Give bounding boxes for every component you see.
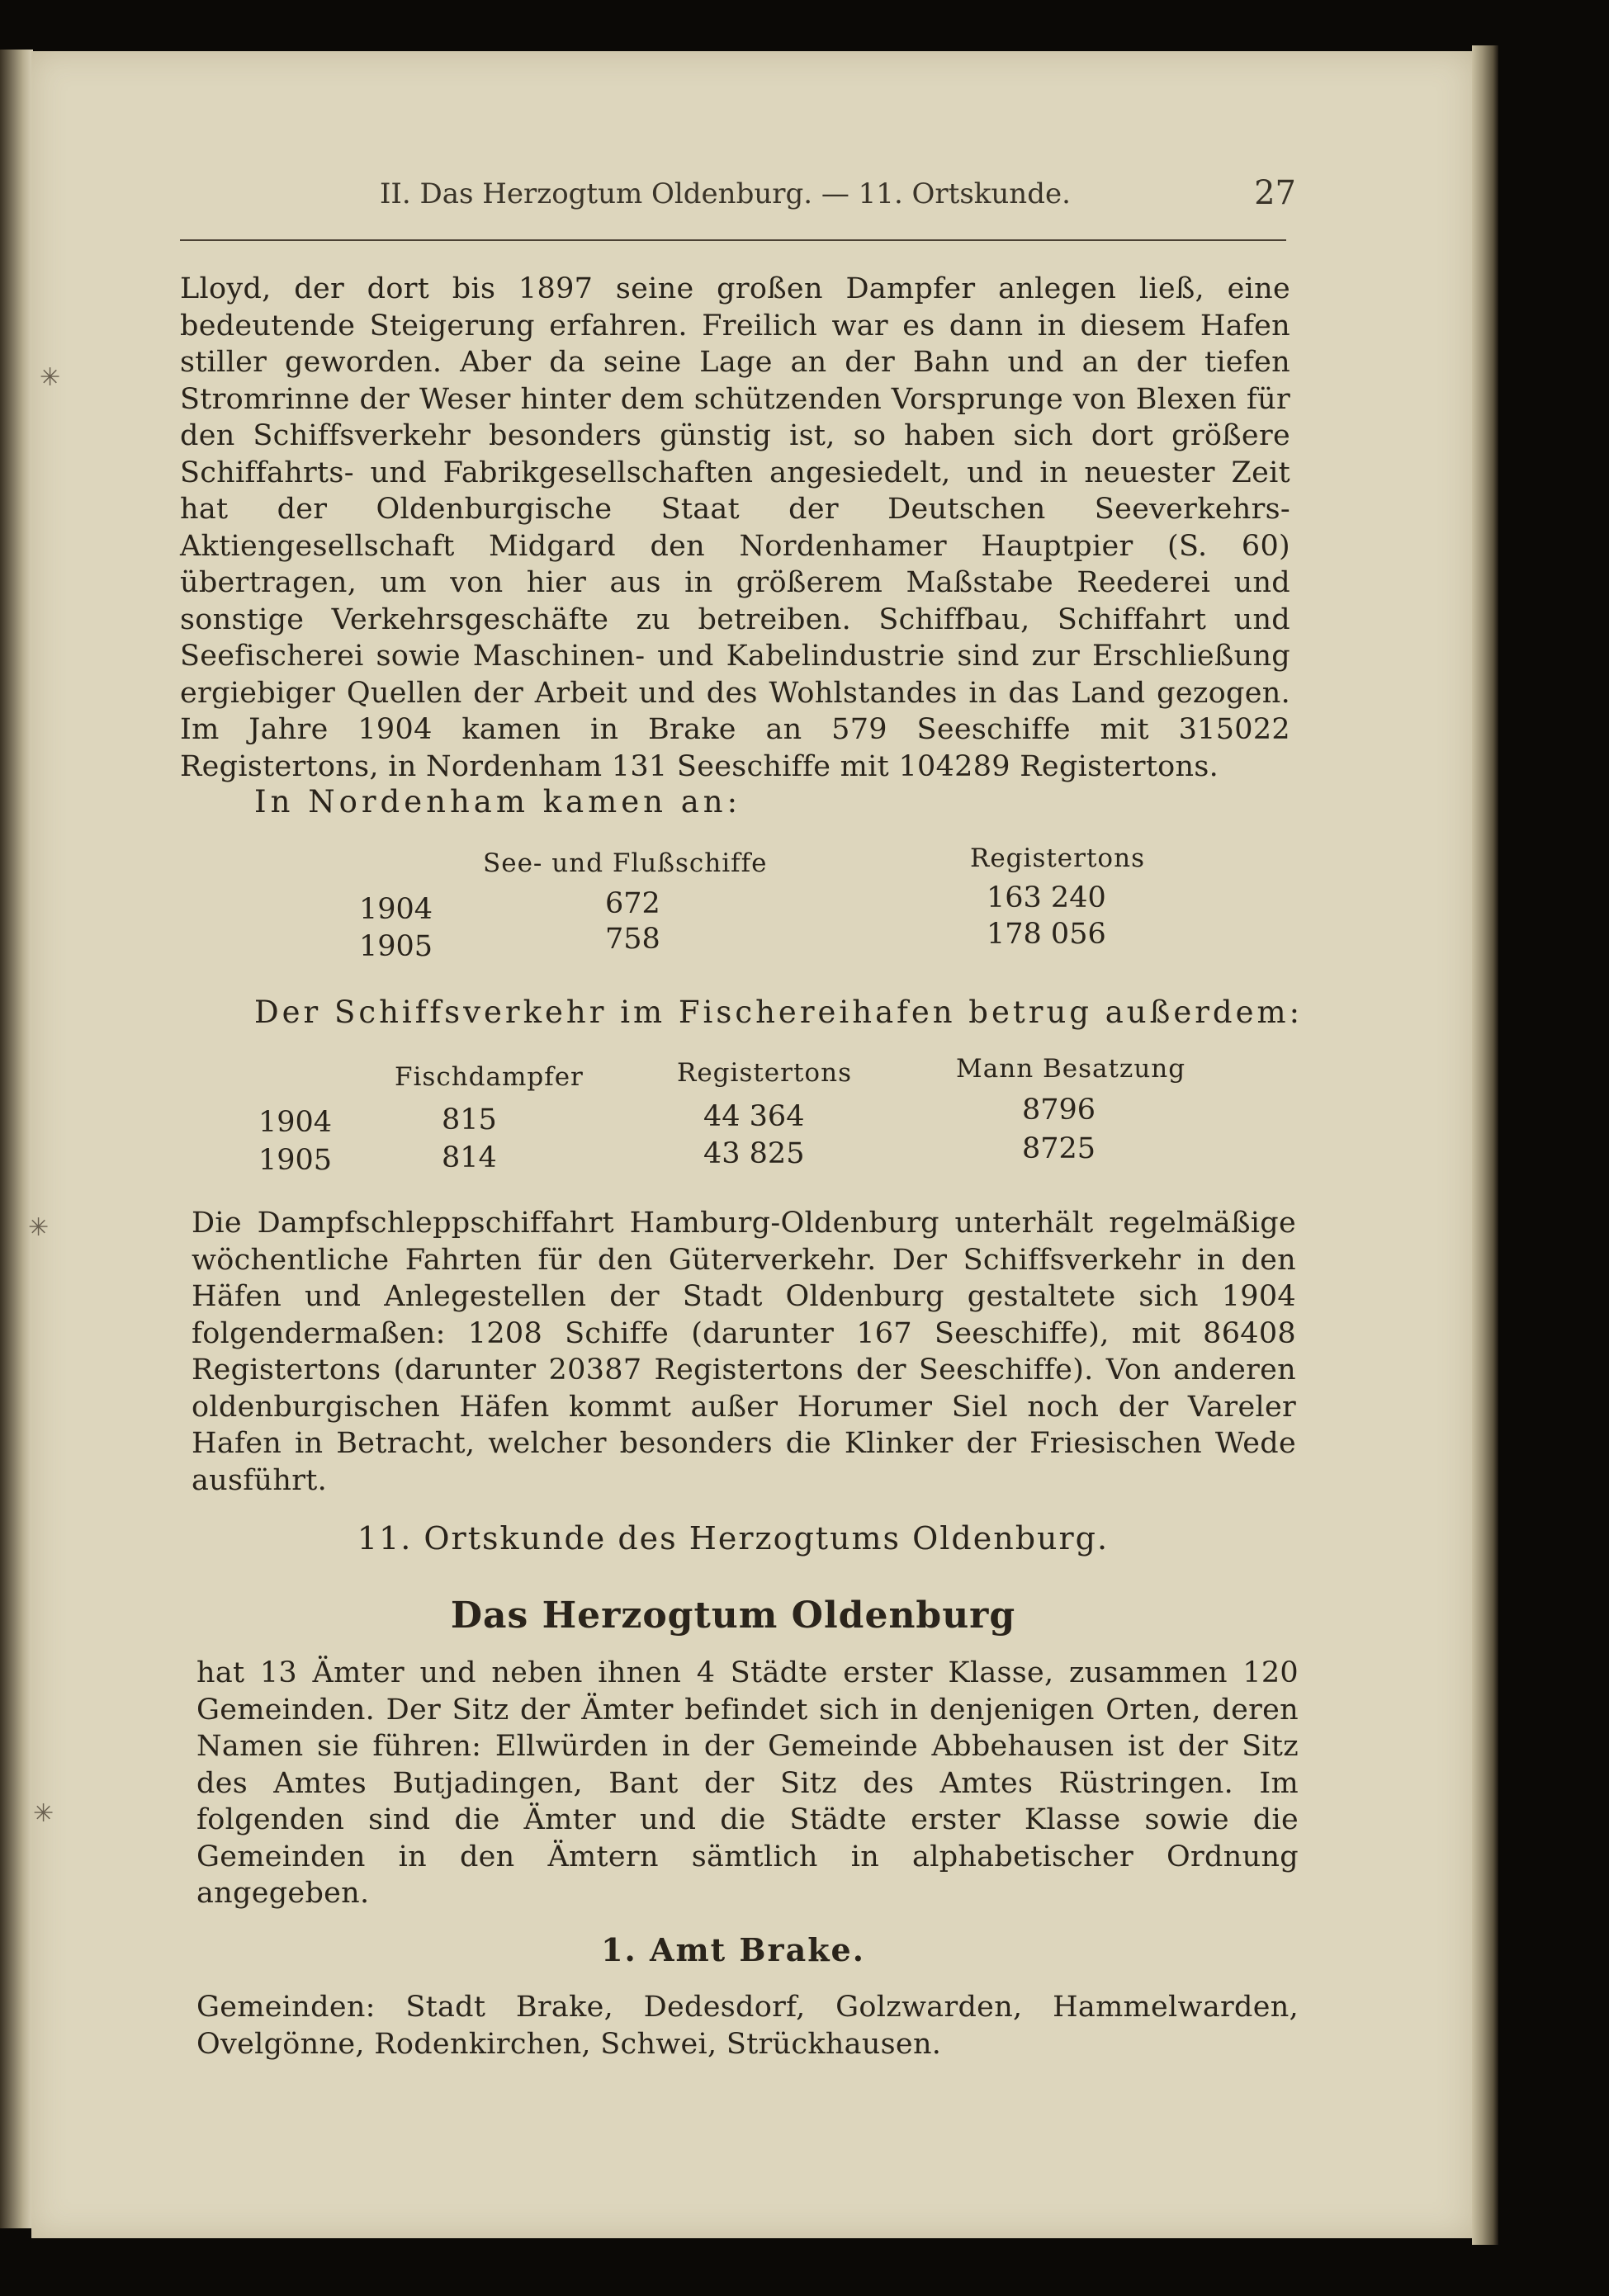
left-page-edge [0, 50, 33, 2228]
table-row-year: 1905 [258, 1144, 333, 1177]
paragraph-4-text: Gemeinden: Stadt Brake, Dedesdorf, Golzwarden, Hammelwarden, Ovelgönne, Rodenkirchen, Schwei, Strückhausen. [196, 1991, 1299, 2061]
table-nordenham-header-tons: Registertons [970, 843, 1145, 873]
table-row-year: 1905 [359, 930, 433, 963]
table-row-tons: 163 240 [987, 881, 1106, 914]
table-row-steamers: 815 [442, 1103, 497, 1136]
table-fischerei-header-steamers: Fischdampfer [395, 1062, 584, 1092]
table-fischerei-header-crew: Mann Besatzung [956, 1054, 1186, 1084]
paragraph-2-text: Die Dampfschleppschiffahrt Hamburg-Oldenburg unterhält regelmäßige wöchentliche Fahrten für den Güterverkehr. Der Schiffsverkehr in den Häfen und Anlegestellen der Stadt Oldenburg gestaltete sich 1904 folgendermaßen: 1208 Schiffe (darunter 167 Seeschiffe), mit 86408 Registertons (darunter 20387 Registertons der Seeschiffe). Von anderen oldenburgischen Häfen kommt außer Horumer Siel noch der Vareler Hafen in Betracht, welcher besonders die Klinker der Friesischen Wede ausführt. [192, 1207, 1296, 1497]
table-row-year: 1904 [359, 893, 433, 926]
table-row-crew: 8796 [1022, 1094, 1096, 1127]
subsection-title: 1. Amt Brake. [601, 1931, 865, 1968]
paragraph-2 [192, 1205, 1296, 1499]
header-rule [180, 239, 1286, 241]
right-page-edge [1472, 45, 1498, 2245]
margin-mark-1: ✳ [40, 363, 61, 392]
table-nordenham-header-ships: See- und Flußschiffe [483, 848, 768, 878]
table-row-ships: 672 [605, 887, 660, 920]
paragraph-1-text: Lloyd, der dort bis 1897 seine großen Dampfer anlegen ließ, eine bedeutende Steigerung erfahren. Freilich war es dann in diesem Hafen stiller geworden. Aber da seine Lage an der Bahn und an der tiefen Stromrinne der Weser hinter dem schützenden Vorsprunge von Blexen für den Schiffsverkehr besonders günstig ist, so haben sich dort größere Schiffahrts- und Fabrikgesellschaften angesiedelt, und in neuester Zeit hat der Oldenburgische Staat der Deutschen Seeverkehrs-Aktiengesellschaft Midgard den Nordenhamer Hauptpier (S. 60) übertragen, um von hier aus in größerem Maßstabe Reederei und sonstige Verkehrsgeschäfte zu betreiben. Schiffbau, Schiffahrt und Seefischerei sowie Maschinen- und Kabelindustrie sind zur Erschließung ergiebiger Quellen der Arbeit und des Wohlstandes in das Land gezogen. Im Jahre 1904 kamen in Brake an 579 Seeschiffe mit 315022 Registertons, in Nordenham 131 Seeschiffe mit 104289 Registertons. [180, 272, 1290, 783]
table-row-tons: 43 825 [703, 1137, 805, 1170]
table-row-crew: 8725 [1022, 1132, 1096, 1165]
table-row-steamers: 814 [442, 1141, 497, 1174]
table-fischerei-header-tons: Registertons [677, 1058, 852, 1088]
margin-mark-3: ✳ [33, 1799, 54, 1828]
paragraph-3 [196, 1655, 1299, 1912]
section-title: 11. Ortskunde des Herzogtums Oldenburg. [357, 1520, 1110, 1557]
table-fischerei-intro: Der Schiffsverkehr im Fischereihafen betrug außerdem: [254, 994, 1304, 1030]
paragraph-1 [180, 271, 1290, 785]
table-row-ships: 758 [605, 923, 660, 956]
margin-mark-2: ✳ [28, 1213, 50, 1242]
page-number: 27 [1254, 174, 1296, 212]
table-row-year: 1904 [258, 1106, 333, 1139]
paragraph-4 [196, 1989, 1299, 2062]
fraktur-heading: Das Herzogtum Oldenburg [450, 1594, 1016, 1637]
running-header [380, 174, 1296, 219]
running-title: II. Das Herzogtum Oldenburg. — 11. Ortskunde. [380, 177, 1071, 210]
table-nordenham-intro: In Nordenham kamen an: [254, 784, 742, 820]
paragraph-3-text: hat 13 Ämter und neben ihnen 4 Städte erster Klasse, zusammen 120 Gemeinden. Der Sitz der Ämter befindet sich in denjenigen Orten, deren Namen sie führen: Ellwürden in der Gemeinde Abbehausen ist der Sitz des Amtes Butjadingen, Bant der Sitz des Amtes Rüstringen. Im folgenden sind die Ämter und die Städte erster Klasse sowie die Gemeinden in den Ämtern sämtlich in alphabetischer Ordnung angegeben. [196, 1656, 1299, 1910]
table-row-tons: 44 364 [703, 1100, 805, 1133]
table-row-tons: 178 056 [987, 918, 1106, 951]
